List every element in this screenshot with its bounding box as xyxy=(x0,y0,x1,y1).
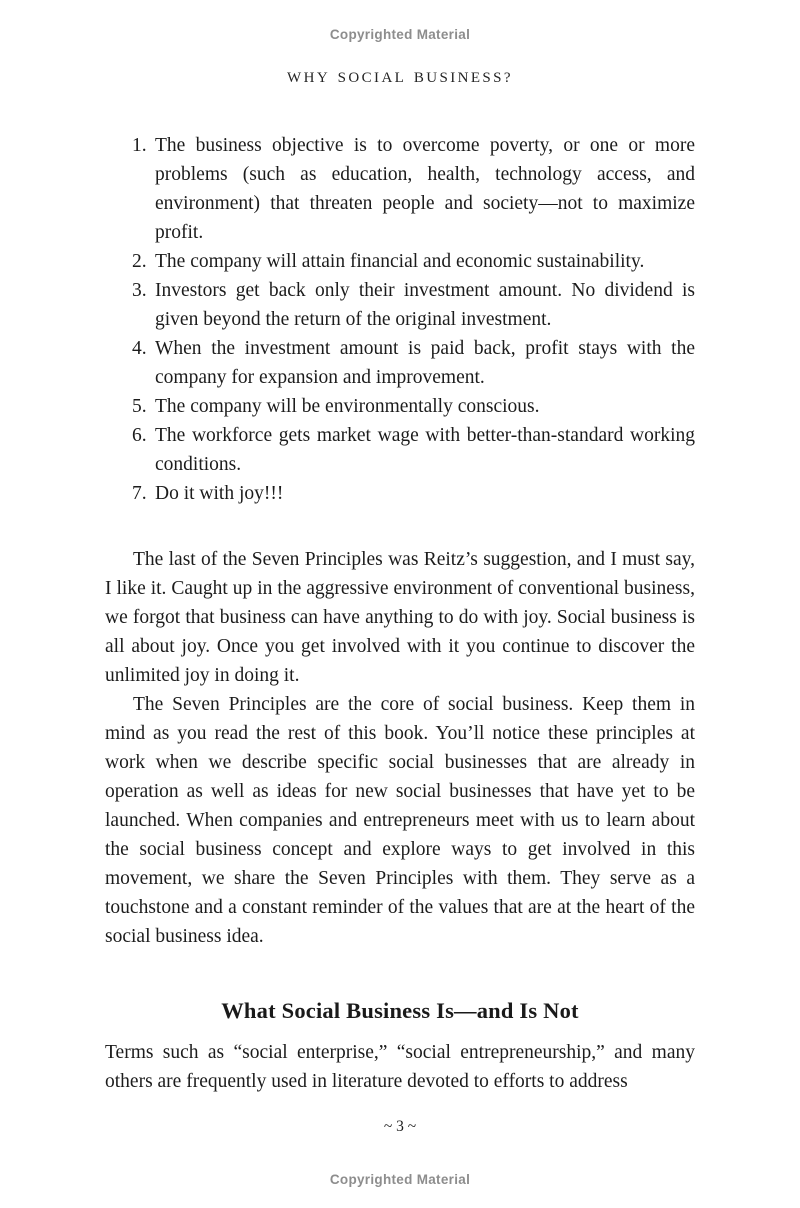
principle-text: When the investment amount is paid back, profit stays with the company for expansion and improvement. xyxy=(155,337,695,388)
section-paragraph: Terms such as “social enterprise,” “social entrepreneurship,” and many others are frequently used in literature devoted to efforts to address xyxy=(105,1041,695,1092)
body-paragraph: The Seven Principles are the core of social business. Keep them in mind as you read the rest of this book. You’ll notice these principles at work when we describe specific social businesses that are already in operation as well as ideas for new social businesses that have yet to be launched. When companies and entrepreneurs meet with us to learn about the social business concept and explore ways to get involved in this movement, we share the Seven Principles with them. They serve as a touchstone and a constant reminder of the values that are at the heart of the social business idea. xyxy=(105,693,695,947)
page-number: ~ 3 ~ xyxy=(383,1117,417,1135)
principle-text: Do it with joy!!! xyxy=(155,482,284,504)
copyright-notice-bottom: Copyrighted Material xyxy=(329,1171,471,1187)
principle-number: 2. xyxy=(132,250,147,272)
page-body xyxy=(105,131,695,1096)
principle-item xyxy=(105,334,695,392)
principle-item xyxy=(105,131,695,247)
principle-number: 4. xyxy=(132,337,147,359)
principle-text: The workforce gets market wage with better-than-standard working conditions. xyxy=(155,424,695,475)
principle-item xyxy=(105,276,695,334)
copyright-notice-top: Copyrighted Material xyxy=(329,27,471,42)
running-head: WHY SOCIAL BUSINESS? xyxy=(287,69,513,86)
principle-text: The company will attain financial and economic sustainability. xyxy=(155,250,645,272)
principle-item xyxy=(105,479,695,508)
principle-text: The company will be environmentally conscious. xyxy=(155,395,540,417)
principle-item xyxy=(105,421,695,479)
principles-list xyxy=(105,131,695,508)
principle-text: The business objective is to overcome poverty, or one or more problems (such as education, health, technology access, and environment) that threaten people and society—not to maximize profit. xyxy=(155,134,695,243)
principle-text: Investors get back only their investment amount. No dividend is given beyond the return of the original investment. xyxy=(155,279,695,330)
principle-number: 3. xyxy=(132,279,147,301)
principle-number: 6. xyxy=(132,424,147,446)
principle-item xyxy=(105,392,695,421)
principle-item xyxy=(105,247,695,276)
body-paragraph: The last of the Seven Principles was Reitz’s suggestion, and I must say, I like it. Caught up in the aggressive environment of conventional business, we forgot that business can have anything to do with joy. Social business is all about joy. Once you get involved with it you continue to discover the unlimited joy in doing it. xyxy=(105,548,695,686)
principle-number: 1. xyxy=(132,134,147,156)
principle-number: 7. xyxy=(132,482,147,504)
section-heading: What Social Business Is—and Is Not xyxy=(221,997,579,1023)
principle-number: 5. xyxy=(132,395,147,417)
